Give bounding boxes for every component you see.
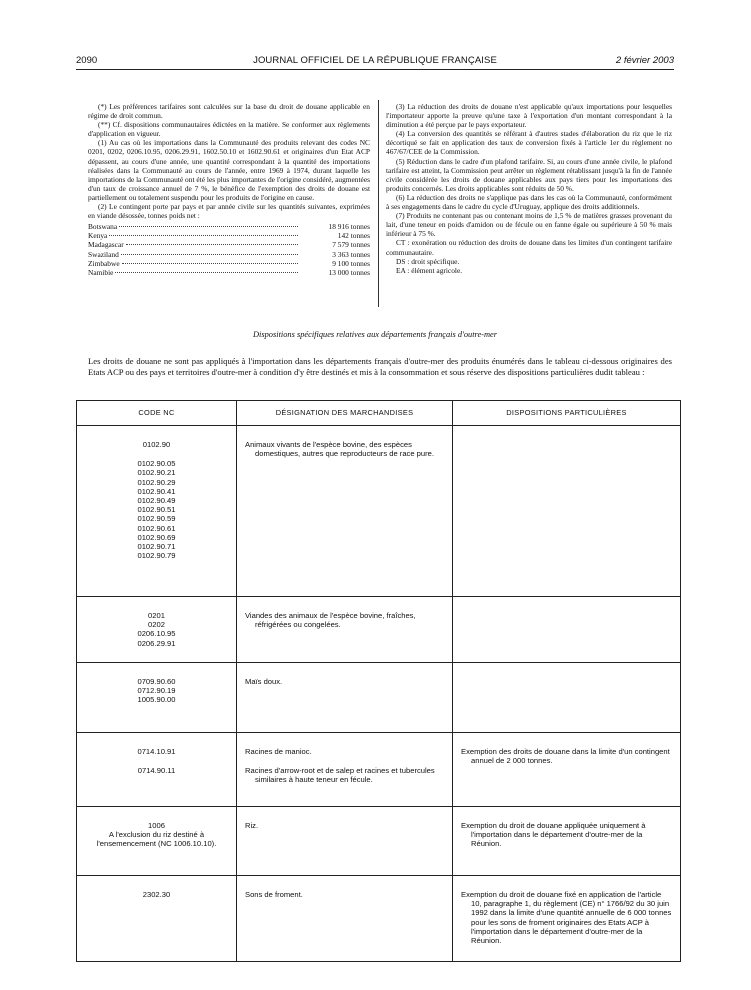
list-item: Botswana 18 916 tonnes bbox=[88, 222, 370, 232]
footnote-2: (**) Cf. dispositions communautaires édictées en la matière. Se conformer aux règlements d'application en vigueur. bbox=[88, 120, 370, 139]
publication-date: 2 février 2003 bbox=[615, 55, 674, 66]
table-row bbox=[77, 876, 681, 962]
list-item: Kenya 142 tonnes bbox=[88, 231, 370, 241]
designation-cell: Viandes des animaux de l'espèce bovine, fraîches, réfrigérées ou congelées. bbox=[237, 597, 453, 663]
footnote-5: (3) La réduction des droits de douane n'est applicable qu'aux importations pour lesquelles l'importateur apporte la preuve qu'une taxe à l'exportation d'un montant correspondant à la diminution a été perçue par le pays exportateur. bbox=[386, 102, 672, 130]
footnote-8: (6) La réduction des droits ne s'applique pas dans les cas où la Communauté, conformément à ses engagements dans le cadre du cycle d'Uruguay, applique des droits additionnels. bbox=[386, 192, 672, 212]
header-code: CODE NC bbox=[77, 401, 237, 426]
footnote-4: (2) Le contingent porte par pays et par année civile sur les quantités suivantes, exprimées en viande désossée, tonnes poids net : bbox=[88, 202, 370, 221]
right-footnotes-column bbox=[386, 102, 672, 275]
dispositions-cell bbox=[453, 597, 681, 663]
header-rule bbox=[76, 69, 674, 70]
designation-cell: Riz. bbox=[237, 807, 453, 876]
dispositions-cell: Exemption du droit de douane appliquée uniquement à l'importation dans le département d'outre-mer de la Réunion. bbox=[453, 807, 681, 876]
list-item: Namibie 13 000 tonnes bbox=[88, 267, 370, 277]
column-divider bbox=[378, 100, 379, 307]
footnote-6: (4) La conversion des quantités se référant à d'autres stades d'élaboration du riz que le riz décortiqué se fait en application des taux de conversion fixés à l'article 1er du règlement no 467/67/CEE de la Commission. bbox=[386, 129, 672, 157]
code-cell: 0102.90 0102.90.05 0102.90.21 0102.90.29 0102.90.41 0102.90.49 0102.90.51 0102.90.59 0102.90.61 0102.90.69 0102.90.71 0102.90.79 bbox=[77, 426, 237, 597]
code-cell: 0714.10.91 0714.90.11 bbox=[77, 733, 237, 807]
footnote-7: (5) Réduction dans le cadre d'un plafond tarifaire. Si, au cours d'une année civile, le plafond tarifaire est atteint, la Commission peut arrêter un règlement rétablissant jusqu'à la fin de l'année civile considérée les droits de douane applicables aux pays tiers pour les importations des produits concernés. Les droits applicables sont réduits de 50 %. bbox=[386, 156, 672, 193]
designation-cell: Maïs doux. bbox=[237, 663, 453, 733]
designation-cell: Animaux vivants de l'espèce bovine, des espèces domestiques, autres que reproducteurs de race pure. bbox=[237, 426, 453, 597]
table-row bbox=[77, 597, 681, 663]
dispositions-cell bbox=[453, 663, 681, 733]
code-cell: 0201 0202 0206.10.95 0206.29.91 bbox=[77, 597, 237, 663]
list-item: Zimbabwe 9 100 tonnes bbox=[88, 258, 370, 268]
table-header-row bbox=[77, 401, 681, 426]
table-row bbox=[77, 807, 681, 876]
dom-tariff-table bbox=[76, 400, 681, 962]
journal-title: JOURNAL OFFICIEL DE LA RÉPUBLIQUE FRANÇAISE bbox=[253, 55, 497, 66]
code-cell: 2302.30 bbox=[77, 876, 237, 962]
abbrev-ea: EA : élément agricole. bbox=[396, 265, 463, 275]
page-header bbox=[76, 55, 674, 69]
table-row bbox=[77, 733, 681, 807]
country-quota-list bbox=[88, 222, 370, 277]
list-item: Swaziland 3 363 tonnes bbox=[88, 249, 370, 259]
table-row bbox=[77, 663, 681, 733]
header-designation: DÉSIGNATION DES MARCHANDISES bbox=[237, 401, 453, 426]
footnote-1: (*) Les préférences tarifaires sont calculées sur la base du droit de douane applicable en régime de droit commun. bbox=[88, 102, 370, 121]
code-cell: 1006 A l'exclusion du riz destiné à l'ensemencement (NC 1006.10.10). bbox=[77, 807, 237, 876]
section-title: Dispositions spécifiques relatives aux départements français d'outre-mer bbox=[252, 330, 497, 339]
abbrev-ds: DS : droit spécifique. bbox=[396, 256, 460, 266]
dispositions-cell bbox=[453, 426, 681, 597]
intro-paragraph: Les droits de douane ne sont pas appliqués à l'importation dans les départements français d'outre-mer des produits énumérés dans le tableau ci-dessous originaires des Etats ACP ou des pays et territoires d'outre-mer à condition d'y être destinés et mis à la consommation et sous réserve des dispositions particulières dudit tableau : bbox=[88, 356, 672, 377]
dispositions-cell: Exemption des droits de douane dans la limite d'un contingent annuel de 2 000 tonnes. bbox=[453, 733, 681, 807]
designation-cell: Sons de froment. bbox=[237, 876, 453, 962]
abbrev-ct: CT : exonération ou réduction des droits de douane dans les limites d'un contingent tarifaire communautaire. bbox=[386, 238, 672, 257]
header-dispositions: DISPOSITIONS PARTICULIÈRES bbox=[453, 401, 681, 426]
footnote-9: (7) Produits ne contenant pas ou contenant moins de 1,5 % de matières grasses provenant du lait, d'une teneur en poids d'amidon ou de fécule ou en fanne égale ou supérieure à 50 % mais inférieur à 75 %. bbox=[386, 211, 672, 239]
dispositions-cell: Exemption du droit de douane fixé en application de l'article 10, paragraphe 1, du règlement (CE) n° 1766/92 du 30 juin 1992 dans la limite d'une quantité annuelle de 6 000 tonnes pour les sons de froment originaires des Etats ACP à l'importation dans le département d'outre-mer de la Réunion. bbox=[453, 876, 681, 962]
code-cell: 0709.90.60 0712.90.19 1005.90.00 bbox=[77, 663, 237, 733]
left-footnotes-column bbox=[88, 102, 370, 277]
designation-cell: Racines de manioc. Racines d'arrow-root et de salep et racines et tubercules similaires à haute teneur en fécule. bbox=[237, 733, 453, 807]
footnote-3: (1) Au cas où les importations dans la Communauté des produits relevant des codes NC 0201, 0202, 0206.10.95, 0206.29.91, 1602.50.10 et 1602.90.61 et originaires d'un Etat ACP dépassent, au cours d'une année, une quantité correspondant à la quantité des importations réalisées dans la Communauté au cours de l'année, entre 1969 à 1974, durant laquelle les importations de la Communauté ont été les plus importantes de l'origine considéré, augmentées d'un taux de croissance annuel de 7 %, le bénéfice de l'exemption des droits de douane est partiellement ou totalement suspendu pour les produits de l'origine en cause. bbox=[88, 138, 370, 202]
table-row bbox=[77, 426, 681, 597]
page-number: 2090 bbox=[76, 55, 98, 66]
list-item: Madagascar 7 579 tonnes bbox=[88, 240, 370, 250]
